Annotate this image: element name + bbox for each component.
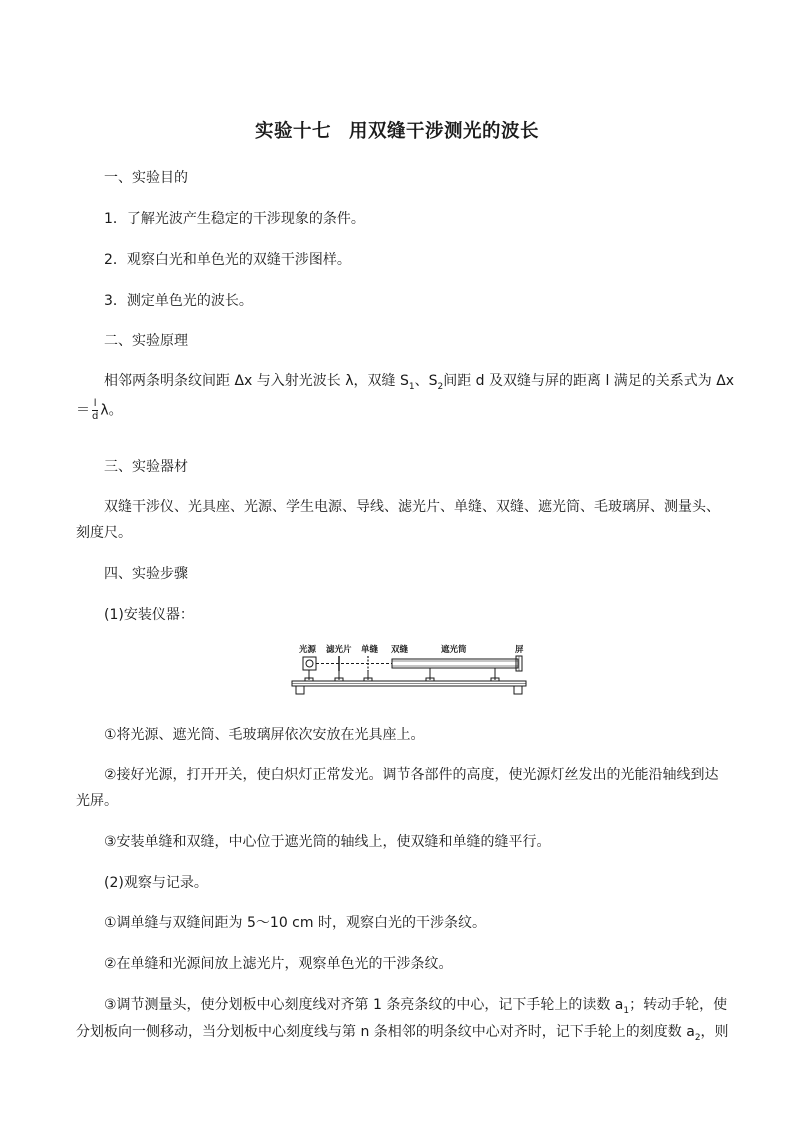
label-filter: 滤光片 bbox=[326, 645, 352, 655]
section-heading-equipment: 三、实验器材 bbox=[104, 459, 188, 475]
purpose-item-1: 1．了解光波产生稳定的干涉现象的条件。 bbox=[104, 211, 365, 227]
section-heading-principle: 二、实验原理 bbox=[104, 333, 188, 349]
step-2-b: ②在单缝和光源间放上滤光片，观察单色光的干涉条纹。 bbox=[104, 956, 453, 972]
step-1-b-line-1: ②接好光源，打开开关，使白炽灯正常发光。调节各部件的高度，使光源灯丝发出的光能沿轴线到达 bbox=[104, 767, 719, 783]
label-double-slit: 双缝 bbox=[391, 645, 409, 655]
principle-formula: ＝ $\frac{l}{d}$ λ。 bbox=[76, 398, 123, 422]
label-single-slit: 单缝 bbox=[361, 645, 379, 655]
bench-leg-right bbox=[514, 686, 522, 694]
step-2-heading: (2)观察与记录。 bbox=[104, 875, 208, 891]
apparatus-diagram bbox=[290, 640, 530, 700]
equipment-line-1: 双缝干涉仪、光具座、光源、学生电源、导线、滤光片、单缝、双缝、遮光筒、毛玻璃屏、测量头、 bbox=[104, 499, 720, 515]
step-2-c-line-2: 分划板向一侧移动，当分划板中心刻度线与第 n 条相邻的明条纹中心对齐时，记下手轮上的刻度数 $a_2$，则 bbox=[76, 1024, 729, 1043]
bench-leg-left bbox=[296, 686, 304, 694]
section-heading-purpose: 一、实验目的 bbox=[104, 170, 188, 186]
equipment-line-2: 刻度尺。 bbox=[76, 525, 132, 541]
shade-tube bbox=[392, 659, 518, 668]
bulb-icon bbox=[306, 660, 313, 667]
label-shade-tube: 遮光筒 bbox=[441, 645, 467, 655]
light-source-box bbox=[303, 657, 316, 670]
step-2-a: ①调单缝与双缝间距为 5～10 cm 时，观察白光的干涉条纹。 bbox=[104, 915, 486, 931]
step-2-c-line-1: ③调节测量头，使分划板中心刻度线对齐第 1 条亮条纹的中心，记下手轮上的读数 $a_1$；转动手轮，使 bbox=[104, 997, 728, 1016]
step-1-b-line-2: 光屏。 bbox=[76, 793, 118, 809]
title-part-number: 实验十七 bbox=[254, 121, 331, 142]
section-heading-steps: 四、实验步骤 bbox=[104, 566, 188, 582]
step-1-a: ①将光源、遮光筒、毛玻璃屏依次安放在光具座上。 bbox=[104, 727, 425, 743]
fraction: $\frac{l}{d}$ bbox=[92, 398, 99, 422]
page-title bbox=[0, 117, 794, 143]
principle-line-1: 相邻两条明条纹间距 Δx 与入射光波长 λ，双缝 $S_1$、$S_2$间距 d 及双缝与屏的距离 l 满足的关系式为 Δx bbox=[104, 373, 735, 392]
label-screen: 屏 bbox=[515, 645, 524, 655]
title-part-topic: 用双缝干涉测光的波长 bbox=[349, 121, 540, 142]
step-1-c: ③安装单缝和双缝，中心位于遮光筒的轴线上，使双缝和单缝的缝平行。 bbox=[104, 834, 551, 850]
step-1-heading: (1)安装仪器： bbox=[104, 607, 194, 623]
purpose-item-2: 2．观察白光和单色光的双缝干涉图样。 bbox=[104, 252, 351, 268]
label-light-source: 光源 bbox=[299, 645, 317, 655]
purpose-item-3: 3．测定单色光的波长。 bbox=[104, 293, 253, 309]
